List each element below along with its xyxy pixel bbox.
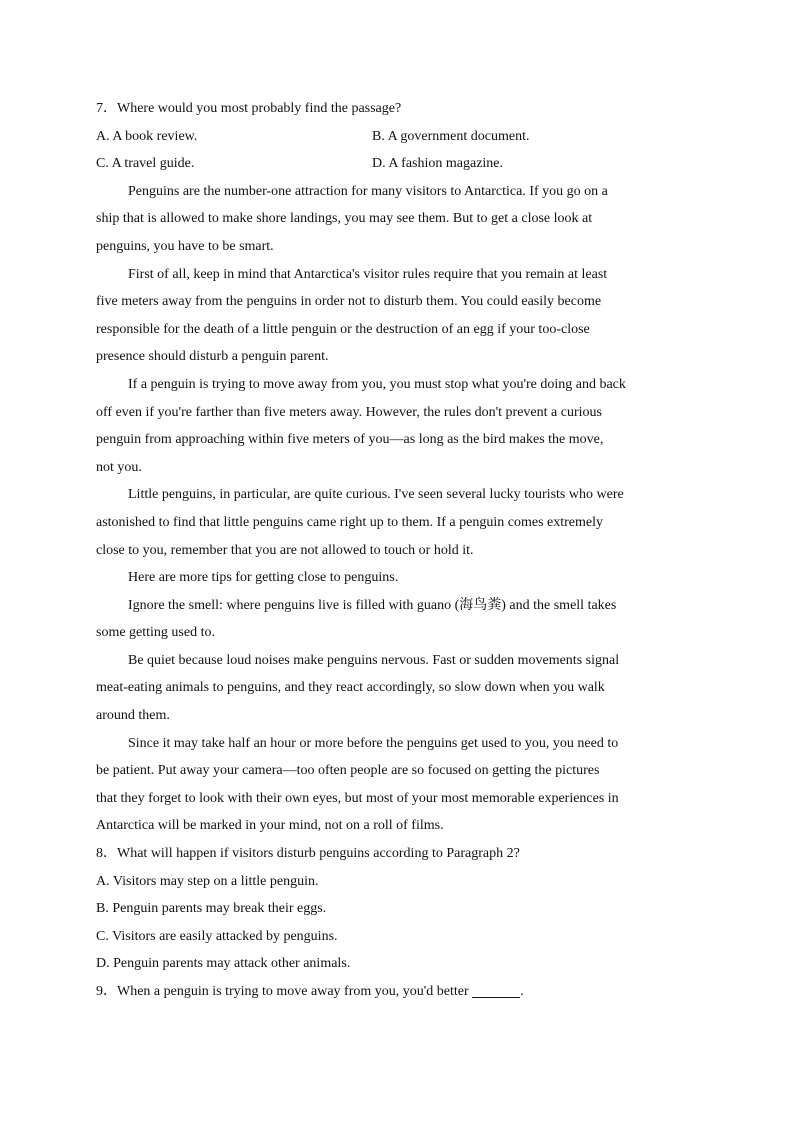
passage-line: penguins, you have to be smart. (96, 238, 274, 254)
question-8-option-b: B. Penguin parents may break their eggs. (96, 901, 327, 917)
passage-line: Be quiet because loud noises make penguins nervous. Fast or sudden movements signal (128, 652, 620, 668)
question-7-options-row-2 (96, 150, 698, 178)
passage-line: Ignore the smell: where penguins live is filled with guano (海鸟粪) and the smell takes (128, 597, 617, 613)
passage-line: If a penguin is trying to move away from you, you must stop what you're doing and back (128, 376, 626, 392)
question-8-option-c: C. Visitors are easily attacked by penguins. (96, 928, 338, 944)
passage-line: off even if you're farther than five meters away. However, the rules don't prevent a curious (96, 404, 602, 420)
passage (96, 178, 698, 840)
passage-line: be patient. Put away your camera—too often people are so focused on getting the pictures (96, 763, 600, 779)
question-8-option-d: D. Penguin parents may attack other animals. (96, 956, 351, 972)
passage-line: not you. (96, 459, 142, 475)
passage-line: some getting used to. (96, 625, 215, 641)
passage-line: Here are more tips for getting close to penguins. (128, 570, 399, 586)
question-9-period: . (520, 984, 524, 999)
option-a: A. A book review. (96, 128, 198, 144)
passage-line: responsible for the death of a little penguin or the destruction of an egg if your too-close (96, 321, 590, 337)
question-9 (96, 978, 698, 1006)
passage-line: ship that is allowed to make shore landings, you may see them. But to get a close look at (96, 211, 593, 227)
passage-line: penguin from approaching within five meters of you—as long as the bird makes the move, (96, 432, 604, 448)
question-9-stem: 9．When a penguin is trying to move away from you, you'd better (96, 984, 473, 999)
passage-line: First of all, keep in mind that Antarctica's visitor rules require that you remain at least (128, 266, 608, 282)
passage-line: Penguins are the number-one attraction for many visitors to Antarctica. If you go on a (128, 183, 608, 199)
passage-line: presence should disturb a penguin parent. (96, 349, 329, 365)
option-d: D. A fashion magazine. (372, 156, 504, 172)
passage-line: Since it may take half an hour or more before the penguins get used to you, you need to (128, 735, 619, 751)
passage-line: Antarctica will be marked in your mind, not on a roll of films. (96, 818, 444, 834)
passage-line: meat-eating animals to penguins, and they react accordingly, so slow down when you walk (96, 680, 605, 696)
option-b: B. A government document. (372, 128, 530, 144)
answer-blank (472, 981, 520, 998)
question-8-option-a: A. Visitors may step on a little penguin. (96, 873, 319, 889)
passage-line: that they forget to look with their own eyes, but most of your most memorable experiences in (96, 790, 619, 806)
question-8-stem: 8．What will happen if visitors disturb penguins according to Paragraph 2? (96, 846, 520, 862)
passage-line: five meters away from the penguins in order not to disturb them. You could easily become (96, 294, 602, 310)
question-7-options-row-1 (96, 123, 698, 151)
passage-line: Little penguins, in particular, are quite curious. I've seen several lucky tourists who were (128, 487, 624, 503)
document-content (96, 95, 698, 1006)
passage-line: close to you, remember that you are not allowed to touch or hold it. (96, 542, 474, 558)
question-7-stem: 7．Where would you most probably find the passage? (96, 101, 402, 116)
passage-line: around them. (96, 708, 170, 724)
option-c: C. A travel guide. (96, 156, 195, 172)
passage-line: astonished to find that little penguins came right up to them. If a penguin comes extremely (96, 514, 603, 530)
